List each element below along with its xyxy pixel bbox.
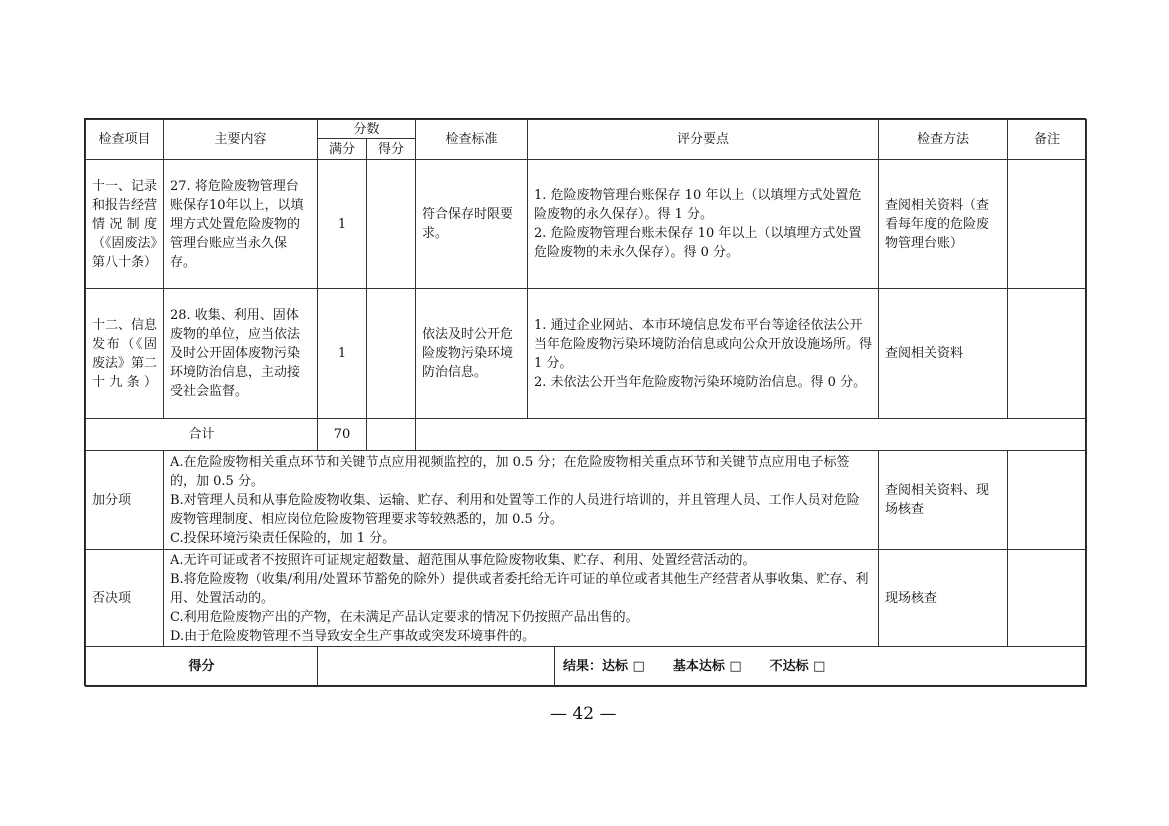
row-method-text: 查阅相关资料（查看每年度的危险废物管理台账） bbox=[885, 197, 990, 251]
row-note bbox=[1007, 288, 1087, 419]
row-got-score[interactable] bbox=[366, 288, 416, 419]
row-method bbox=[878, 288, 1008, 419]
row-item bbox=[85, 288, 164, 419]
row-content bbox=[163, 288, 318, 419]
row-item bbox=[85, 159, 164, 289]
total-label: 合计 bbox=[85, 418, 318, 451]
header-note: 备注 bbox=[1007, 119, 1087, 160]
point-1: 1. 通过企业网站、本市环境信息发布平台等途径依法公开当年危险废物污染环境防治信息或向公众开放设施场所。得 1 分。 bbox=[534, 317, 873, 371]
total-got-score[interactable] bbox=[366, 418, 416, 451]
point-2: 2. 危险废物管理台账未保存 10 年以上（以填埋方式处置危险废物的未永久保存）。得 0 分。 bbox=[534, 226, 862, 260]
row-item-text: 十一、记录和报告经营情况制度（《固废法》第八十条） bbox=[92, 178, 158, 270]
score-value[interactable] bbox=[317, 646, 555, 687]
inspection-table bbox=[84, 118, 1086, 686]
result-pass-checkbox[interactable]: 结果：达标 □ bbox=[563, 659, 645, 674]
veto-items bbox=[163, 549, 879, 647]
total-full-score: 70 bbox=[317, 418, 367, 451]
header-got: 得分 bbox=[366, 138, 416, 160]
bonus-label: 加分项 bbox=[85, 450, 164, 550]
row-method bbox=[878, 159, 1008, 289]
bonus-item-c: C.投保环境污染责任保险的，加 1 分。 bbox=[170, 530, 396, 546]
point-1: 1. 危险废物管理台账保存 10 年以上（以填埋方式处置危险废物的永久保存）。得 1 分。 bbox=[534, 188, 862, 222]
bonus-method: 查阅相关资料、现场核查 bbox=[878, 450, 1008, 550]
veto-item-b: B.将危险废物（收集/利用/处置环节豁免的除外）提供或者委托给无许可证的单位或者其他生产经营者从事收集、贮存、利用、处置活动的。 bbox=[170, 571, 869, 606]
total-empty bbox=[415, 418, 1087, 451]
bonus-item-a: A.在危险废物相关重点环节和关键节点应用视频监控的，加 0.5 分；在危险废物相关重点环节和关键节点应用电子标签的，加 0.5 分。 bbox=[170, 454, 850, 489]
veto-item-c: C.利用危险废物产出的产物，在未满足产品认定要求的情况下仍按照产品出售的。 bbox=[170, 609, 639, 625]
header-standard: 检查标准 bbox=[415, 119, 528, 160]
row-content bbox=[163, 159, 318, 289]
veto-item-a: A.无许可证或者不按照许可证规定超数量、超范围从事危险废物收集、贮存、利用、处置经营活动的。 bbox=[170, 552, 756, 568]
row-standard bbox=[415, 288, 528, 419]
row-method-text: 查阅相关资料 bbox=[885, 346, 964, 361]
header-full: 满分 bbox=[317, 138, 367, 160]
veto-note bbox=[1007, 549, 1087, 647]
row-item-text: 十二、信息发布（《固废法》第二十九条） bbox=[92, 317, 158, 390]
row-points bbox=[527, 159, 879, 289]
result-fail-checkbox[interactable]: 不达标 □ bbox=[769, 659, 826, 674]
row-got-score[interactable] bbox=[366, 159, 416, 289]
row-full-score: 1 bbox=[317, 288, 367, 419]
veto-item-d: D.由于危险废物管理不当导致安全生产事故或突发环境事件的。 bbox=[170, 628, 536, 644]
row-note bbox=[1007, 159, 1087, 289]
page-number: — 42 — bbox=[550, 704, 617, 724]
result-basic-checkbox[interactable]: 基本达标 □ bbox=[672, 659, 742, 674]
bonus-item-b: B.对管理人员和从事危险废物收集、运输、贮存、利用和处置等工作的人员进行培训的，并且管理人员、工作人员对危险废物管理制度、相应岗位危险废物管理要求等较熟悉的，加 0.5 分。 bbox=[170, 492, 860, 527]
result-options bbox=[554, 646, 1087, 687]
row-standard bbox=[415, 159, 528, 289]
header-item: 检查项目 bbox=[85, 119, 164, 160]
row-content-text: 28. 收集、利用、固体废物的单位，应当依法及时公开固体废物污染环境防治信息，主动接受社会监督。 bbox=[170, 308, 301, 399]
header-score: 分数 bbox=[317, 119, 416, 139]
veto-method: 现场核查 bbox=[878, 549, 1008, 647]
row-points bbox=[527, 288, 879, 419]
bonus-note bbox=[1007, 450, 1087, 550]
score-label: 得分 bbox=[85, 646, 318, 687]
row-standard-text: 依法及时公开危险废物污染环境防治信息。 bbox=[422, 327, 514, 380]
row-full-score: 1 bbox=[317, 159, 367, 289]
point-2: 2. 未依法公开当年危险废物污染环境防治信息。得 0 分。 bbox=[534, 374, 867, 390]
row-standard-text: 符合保存时限要求。 bbox=[422, 207, 514, 241]
bonus-items bbox=[163, 450, 879, 550]
veto-label: 否决项 bbox=[85, 549, 164, 647]
header-content: 主要内容 bbox=[163, 119, 318, 160]
header-points: 评分要点 bbox=[527, 119, 879, 160]
header-method: 检查方法 bbox=[878, 119, 1008, 160]
row-content-text: 27. 将危险废物管理台账保存10年以上，以填埋方式处置危险废物的管理台账应当永久保存。 bbox=[170, 178, 304, 270]
